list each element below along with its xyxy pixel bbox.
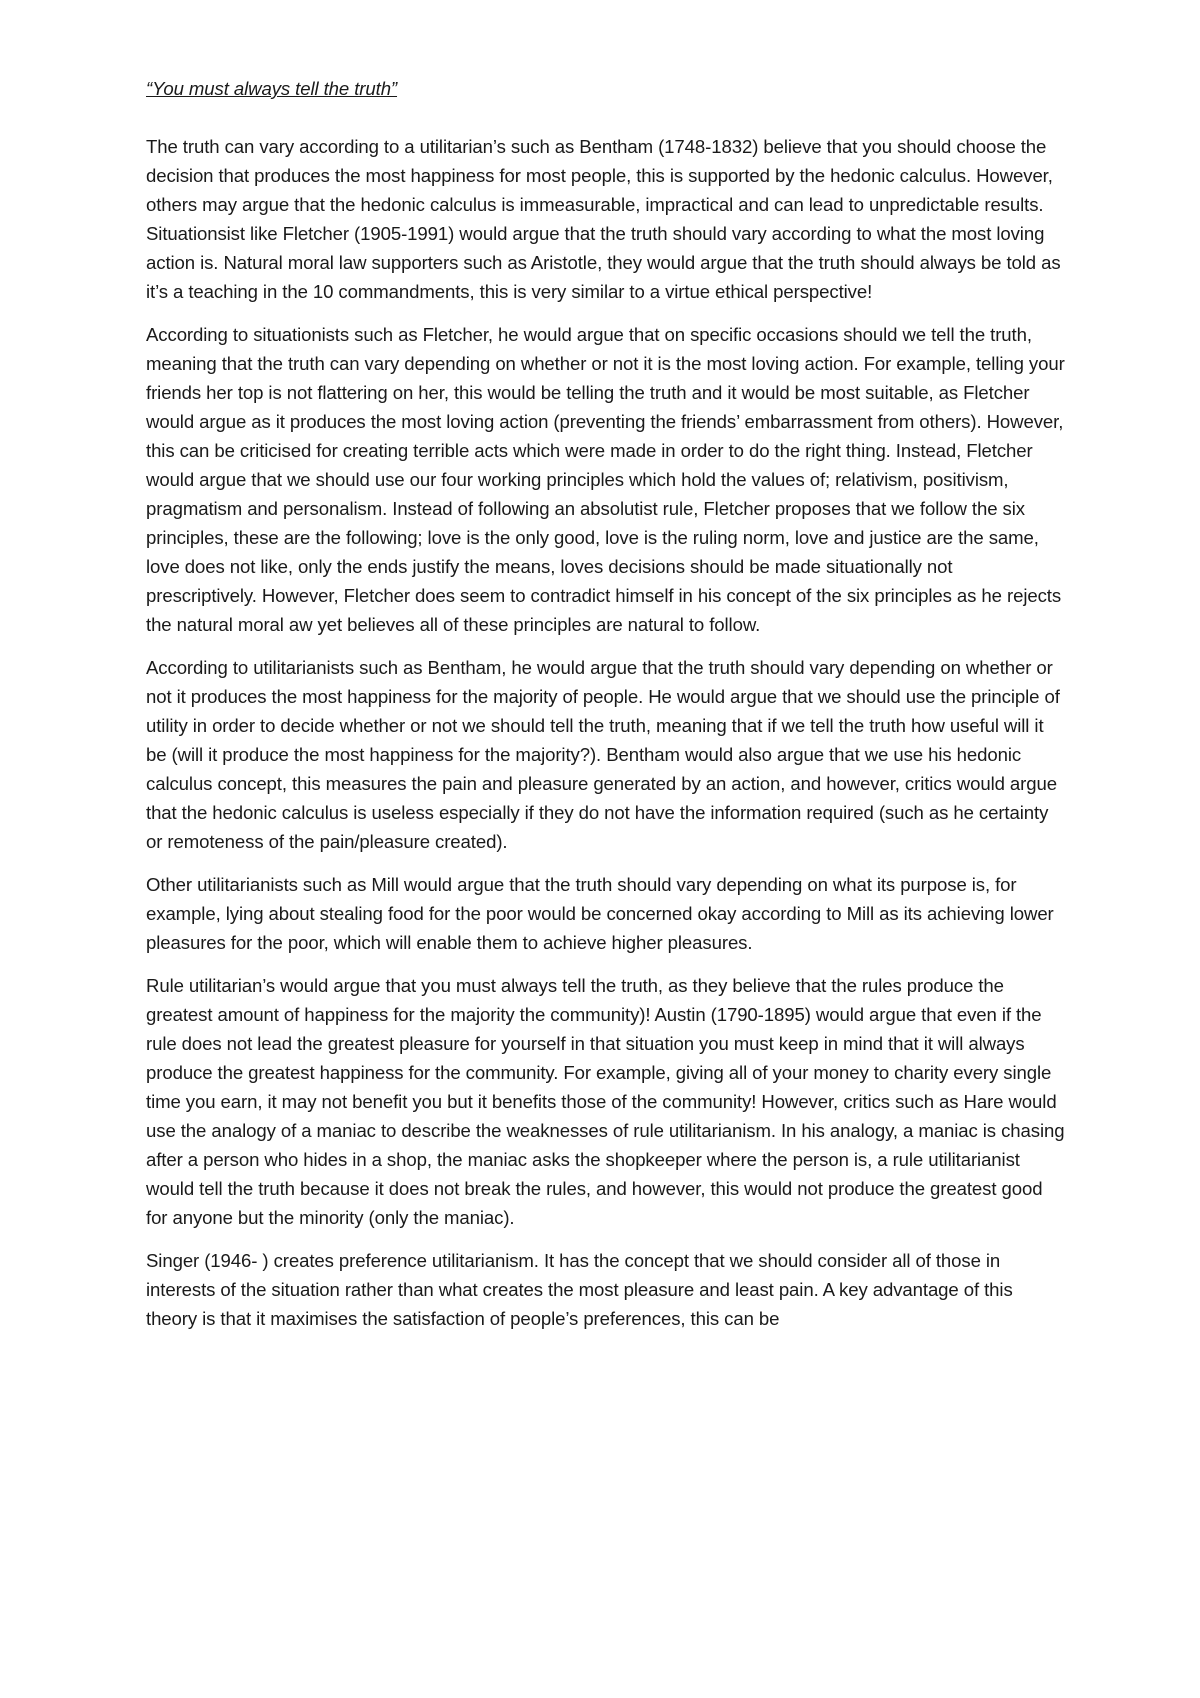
paragraph: Rule utilitarian’s would argue that you must always tell the truth, as they believe that the rules produce the greatest amount of happiness for the majority the community)! Austin (1790-1895) would argue that even if the rule does not lead the greatest pleasure for yourself in that situation you must keep in mind that it will always produce the greatest happiness for the community. For example, giving all of your money to charity every single time you earn, it may not benefit you but it benefits those of the community! However, critics such as Hare would use the analogy of a maniac to describe the weaknesses of rule utilitarianism. In his analogy, a maniac is chasing after a person who hides in a shop, the maniac asks the shopkeeper where the person is, a rule utilitarianist would tell the truth because it does not break the rules, and however, this would not produce the greatest good for anyone but the minority (only the maniac). [146,975,1065,1228]
paragraph: The truth can vary according to a utilitarian’s such as Bentham (1748-1832) believe that you should choose the decision that produces the most happiness for most people, this is supported by the hedonic calculus. However, others may argue that the hedonic calculus is immeasurable, impractical and can lead to unpredictable results. Situationsist like Fletcher (1905-1991) would argue that the truth should vary according to what the most loving action is. Natural moral law supporters such as Aristotle, they would argue that the truth should always be told as it’s a teaching in the 10 commandments, this is very similar to a virtue ethical perspective! [146,136,1061,302]
paragraph: Other utilitarianists such as Mill would argue that the truth should vary depending on what its purpose is, for example, lying about stealing food for the poor would be concerned okay according to Mill as its achieving lower pleasures for the poor, which will enable them to achieve higher pleasures. [146,874,1054,953]
paragraph: According to situationists such as Fletcher, he would argue that on specific occasions should we tell the truth, meaning that the truth can vary depending on whether or not it is the most loving action. For example, telling your friends her top is not flattering on her, this would be telling the truth and it would be most suitable, as Fletcher would argue as it produces the most loving action (preventing the friends’ embarrassment from others). However, this can be criticised for creating terrible acts which were made in order to do the right thing. Instead, Fletcher would argue that we should use our four working principles which hold the values of; relativism, positivism, pragmatism and personalism. Instead of following an absolutist rule, Fletcher proposes that we follow the six principles, these are the following; love is the only good, love is the ruling norm, love and justice are the same, love does not like, only the ends justify the means, loves decisions should be made situationally not prescriptively. However, Fletcher does seem to contradict himself in his concept of the six principles as he rejects the natural moral aw yet believes all of these principles are natural to follow. [146,324,1065,635]
document-title: “You must always tell the truth” [146,78,398,99]
document-body [146,74,1066,1347]
paragraph: Singer (1946- ) creates preference utilitarianism. It has the concept that we should consider all of those in interests of the situation rather than what creates the most pleasure and least pain. A key advantage of this theory is that it maximises the satisfaction of people’s preferences, this can be [146,1250,1013,1329]
paragraph: According to utilitarianists such as Bentham, he would argue that the truth should vary depending on whether or not it produces the most happiness for the majority of people. He would argue that we should use the principle of utility in order to decide whether or not we should tell the truth, meaning that if we tell the truth how useful will it be (will it produce the most happiness for the majority?). Bentham would also argue that we use his hedonic calculus concept, this measures the pain and pleasure generated by an action, and however, critics would argue that the hedonic calculus is useless especially if they do not have the information required (such as he certainty or remoteness of the pain/pleasure created). [146,657,1060,852]
